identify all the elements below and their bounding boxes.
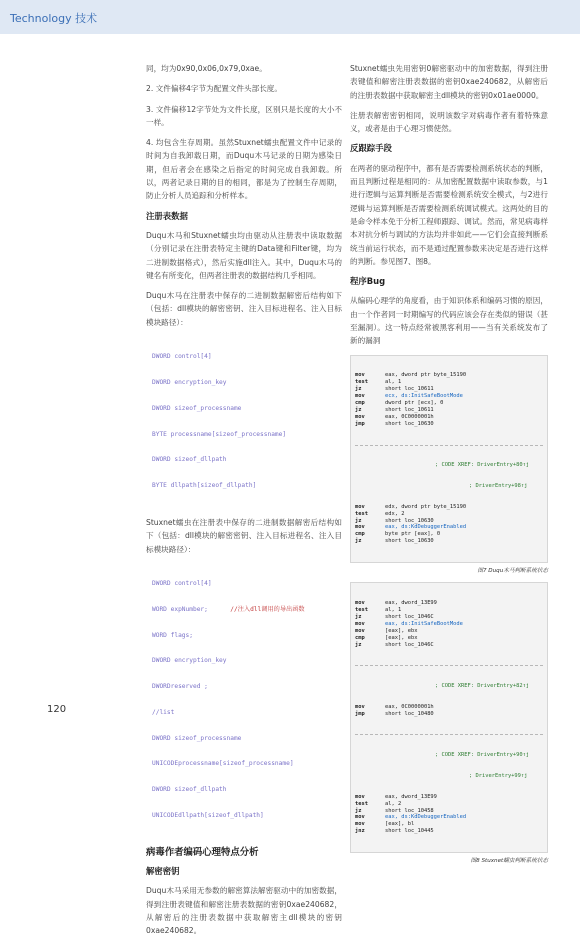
disasm-opcode: jz [355,406,362,413]
disasm-operand: short loc_10480 [385,710,434,717]
disasm-opcode: mov [355,814,365,821]
disasm-line [355,511,543,518]
disasm-operand: short loc_10630 [385,420,434,427]
disasm-opcode: mov [355,821,365,828]
disasm-line [355,524,543,531]
disasm-opcode: mov [355,703,365,710]
disasm-opcode: mov [355,503,365,510]
disasm-line [355,621,543,628]
disasm-opcode: mov [355,524,365,531]
paragraph: 在两者的驱动程序中，都有是否需要检测系统状态的判断，而且判断过程是相同的：从加密配置数据中读取参数，与1进行逻辑与运算判断是否需要检测系统安全模式，与2进行逻辑与运算判断是否需要检测系统调试模式。这两处的目的是命令样本免于分析工程师跟踪、调试。然而，常见病毒样本对抗分析与调试的方法均并非如此——它们会直接判断系统当前运行状态，而不是通过配置参数来决定是否进行这样的判断。参见图7、图8。 [350,163,548,266]
disasm-opcode: jmp [355,420,365,427]
code-line: UNICODEprocessname[sizeof_processname] [152,760,294,768]
disasm-line [355,711,543,718]
xref-line: ; CODE XREF: DriverEntry+82↑j [435,683,530,690]
disasm-operand: [eax], ebx [385,627,418,634]
paragraph: 4. 均包含生存周期。虽然Stuxnet蠕虫配置文件中记录的时间为自我卸载日期，而Duqu木马记录的日期为感染日期，但后者会在感染之后指定的时间完成自我卸载。所以，两者记录日期的目的相同，都是为了控制生存周期，防止分析人员追踪和分析样本。 [146,138,342,201]
disasm-opcode: mov [355,393,365,400]
disasm-line [355,607,543,614]
disasm-opcode: test [355,379,368,386]
disasm-opcode: mov [355,372,365,379]
disasm-opcode: jz [355,641,362,648]
xref-line: ; CODE XREF: DriverEntry+80↑j [435,462,530,469]
disasm-group [355,600,543,648]
disasm-opcode: test [355,800,368,807]
section-title: Technology 技术 [10,12,98,25]
subheading-bug: 程序Bug [350,276,386,287]
disasm-operand: al, 1 [385,379,402,386]
code-line: DWORD control[4] [152,353,212,361]
disasm-opcode: jmp [355,710,365,717]
code-line: DWORD sizeof_dllpath [152,786,227,794]
code-line: DWORD sizeof_processname [152,404,242,412]
disasm-line [355,379,543,386]
disasm-opcode: jz [355,807,362,814]
xref-line: ; DriverEntry+98↑j [469,483,528,490]
disasm-opcode: mov [355,620,365,627]
disasm-line [355,600,543,607]
disasm-operand: dword ptr [ecx], 0 [385,400,444,407]
disasm-operand: ecx, ds:InitSafeBootMode [385,393,463,400]
disasm-operand: short loc_10611 [385,406,434,413]
disasm-operand: eax, ds:InitSafeBootMode [385,620,463,627]
disasm-operand: eax, 0C0000001h [385,703,434,710]
disasm-line [355,614,543,621]
disasm-line [355,814,543,821]
disasm-opcode: mov [355,413,365,420]
figure-7-disassembly [350,355,548,563]
disasm-operand: edx, 2 [385,510,405,517]
divider [355,734,543,735]
disasm-group [355,372,543,427]
code-line: BYTE dllpath[sizeof_dllpath] [152,482,257,490]
disasm-operand: eax, dword_13E99 [385,793,437,800]
disasm-line [355,518,543,525]
divider [355,665,543,666]
disasm-line [355,642,543,649]
subheading-decrypt: 解密密钥 [146,866,180,877]
disasm-line [355,531,543,538]
code-line: DWORDreserved ; [152,683,208,691]
paragraph: Duqu木马在注册表中保存的二进制数据解密后结构如下（包括：dll模块的解密密钥、注入目标进程名、注入目标模块路径）： [146,291,342,327]
page-header-band [0,0,580,34]
disasm-operand: short loc_10611 [385,386,434,393]
disasm-line [355,393,543,400]
disasm-opcode: jz [355,538,362,545]
figure-8-caption: 图8 Stuxnet蠕虫判断系统状态 [470,857,548,864]
disasm-line [355,504,543,511]
disasm-line [355,808,543,815]
disasm-operand: [eax], bl [385,821,415,828]
disasm-line [355,801,543,808]
xref-line: ; CODE XREF: DriverEntry+90↑j [435,752,530,759]
disasm-line [355,821,543,828]
disasm-operand: short loc_10445 [385,828,434,835]
figure-8-disassembly [350,582,548,853]
disasm-opcode: jz [355,613,362,620]
divider [355,445,543,446]
disasm-operand: short loc_10458 [385,807,434,814]
disasm-line [355,400,543,407]
code-block-stuxnet [152,563,342,838]
paragraph: Stuxnet蠕虫在注册表中保存的二进制数据解密后结构如下（包括：dll模块的解密密钥、注入目标进程名、注入目标模块路径）： [146,517,342,554]
disasm-operand: short loc_10630 [385,517,434,524]
xref-line: ; DriverEntry+99↑j [469,772,528,779]
paragraph: Duqu木马和Stuxnet蠕虫均由驱动从注册表中读取数据（分别记录在注册表特定主键的Data键和Filter键，均为二进制数据格式），然后实施dll注入。其中，Duqu木马的键名有所变化，但两者注册表的数据结构几乎相同。 [146,230,342,280]
code-line: DWORD sizeof_processname [152,734,242,742]
disasm-group [355,504,543,545]
disasm-operand: eax, dword ptr byte_15190 [385,372,467,379]
code-block-duqu [152,336,342,508]
code-line: DWORD sizeof_dllpath [152,456,227,464]
disasm-opcode: test [355,510,368,517]
code-line: BYTE processname[sizeof_processname] [152,430,287,438]
disasm-line [355,628,543,635]
subheading-anti-tracking: 反跟踪手段 [350,143,392,154]
disasm-line [355,538,543,545]
code-line: UNICODEdllpath[sizeof_dllpath] [152,812,264,820]
paragraph: 2. 文件偏移4字节为配置文件头部长度。 [146,84,282,94]
code-comment: //注入dll调用的导出函数 [230,605,305,613]
disasm-line [355,794,543,801]
disasm-line [355,635,543,642]
disasm-opcode: test [355,607,368,614]
code-line: //list [152,708,175,716]
disasm-operand: [eax], ebx [385,634,418,641]
disasm-opcode: mov [355,627,365,634]
subheading-registry: 注册表数据 [146,210,188,221]
disasm-operand: edx, dword ptr byte_15190 [385,503,467,510]
left-column [146,62,342,945]
disasm-opcode: jz [355,386,362,393]
disasm-line [355,407,543,414]
disasm-group [355,794,543,835]
disasm-opcode: cmp [355,400,365,407]
disasm-opcode: jnz [355,828,365,835]
disasm-operand: eax, 0C0000001h [385,413,434,420]
disasm-opcode: cmp [355,531,365,538]
code-line [152,606,342,615]
disasm-line [355,386,543,393]
section-heading: 病毒作者编码心理特点分析 [146,846,259,858]
disasm-operand: eax, ds:KdDebuggerEnabled [385,524,467,531]
disasm-operand: eax, ds:KdDebuggerEnabled [385,814,467,821]
disasm-opcode: mov [355,600,365,607]
disasm-group [355,704,543,718]
disasm-line [355,414,543,421]
code-line: DWORD control[4] [152,580,212,587]
page-number: 120 [47,704,67,715]
paragraph: Stuxnet蠕虫先用密钥0解密驱动中的加密数据，得到注册表键值和解密注册表数据的密钥0xae240682，从解密后的注册表数据中获取解密主dll模块的密钥0x01ae0000。 [350,64,548,100]
right-column [350,62,548,872]
disasm-operand: short loc_10630 [385,538,434,545]
code-line: DWORD encryption_key [152,657,227,665]
disasm-line [355,421,543,428]
paragraph: Duqu木马采用无参数的解密算法解密驱动中的加密数据，得到注册表键值和解密注册表数据的密钥0xae240682，从解密后的注册表数据中获取解密主dll模块的密钥0xae240682。 [146,886,342,936]
disasm-opcode: mov [355,793,365,800]
disasm-opcode: cmp [355,634,365,641]
disasm-operand: byte ptr [eax], 0 [385,531,441,538]
disasm-operand: short loc_1046C [385,613,434,620]
figure-7-caption: 图7 Duqu木马判断系统状态 [477,568,548,575]
disasm-operand: eax, dword_13E99 [385,600,437,607]
paragraph: 从编码心理学的角度看，由于知识体系和编码习惯的原因，由一个作者同一时期编写的代码应该会存在类似的错误（甚至漏洞）。这一特点经常被黑客利用——当有关系统发布了新的漏洞 [350,296,548,346]
disasm-operand: al, 1 [385,607,402,614]
disasm-line [355,372,543,379]
paragraph: 同，均为0x90,0x06,0x79,0xae。 [146,64,267,73]
disasm-line [355,828,543,835]
disasm-operand: short loc_1046C [385,641,434,648]
disasm-line [355,704,543,711]
code-line: DWORD encryption_key [152,379,227,387]
code-text: WORD expNumber; [152,605,208,613]
disasm-operand: al, 2 [385,800,402,807]
code-line: WORD flags; [152,631,193,639]
paragraph: 3. 文件偏移12字节处为文件长度，区别只是长度的大小不一样。 [146,104,342,127]
disasm-opcode: jz [355,517,362,524]
paragraph: 注册表解密密钥相同，说明该数字对病毒作者有着特殊意义，或者是由于心理习惯使然。 [350,110,548,134]
